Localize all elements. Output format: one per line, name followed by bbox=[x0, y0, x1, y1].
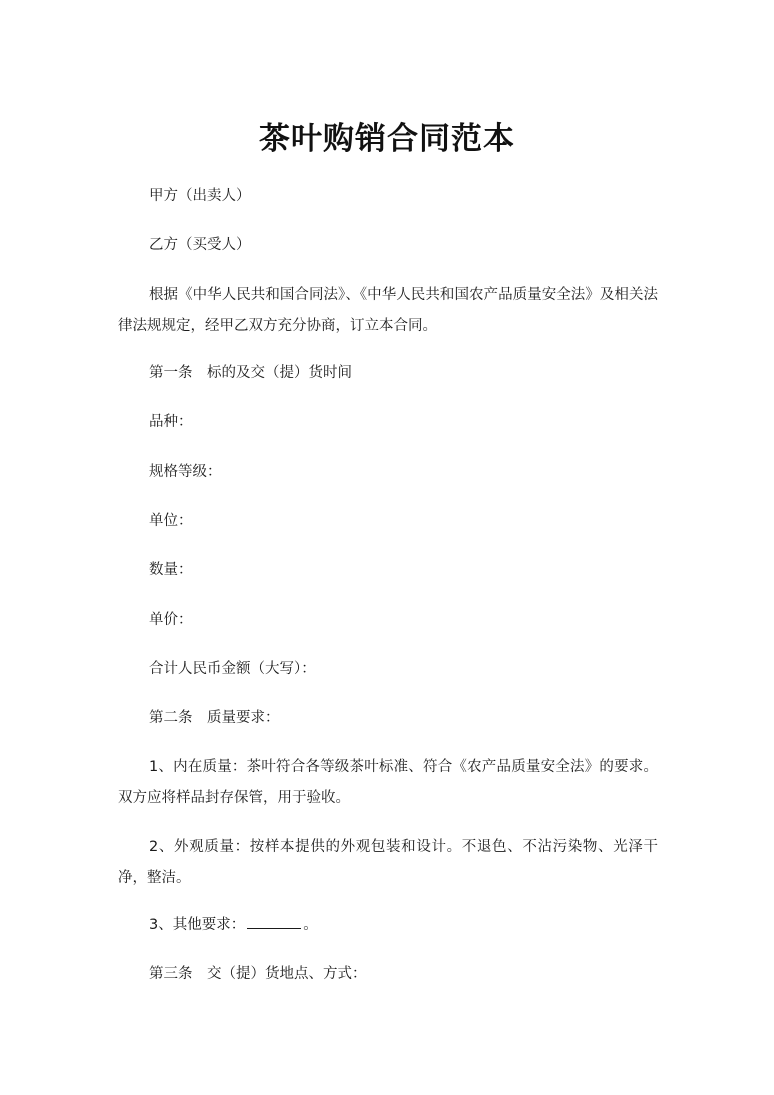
article-3-heading: 第三条 交（提）货地点、方式： bbox=[149, 966, 367, 982]
requirement-3-label: 3、其他要求： bbox=[149, 917, 246, 933]
requirement-2-paragraph: 2、外观质量：按样本提供的外观包装和设计。不退色、不沾污染物、光泽干净，整洁。 bbox=[118, 839, 658, 886]
price-line: 单价： bbox=[149, 612, 193, 628]
party-b-line: 乙方（买受人） bbox=[149, 237, 251, 253]
spec-line: 规格等级： bbox=[149, 464, 222, 480]
total-line: 合计人民币金额（大写）： bbox=[149, 661, 316, 677]
requirement-3-blank bbox=[247, 916, 301, 929]
requirement-3-line bbox=[118, 910, 658, 941]
requirement-1-paragraph: 1、内在质量：茶叶符合各等级茶叶标准、符合《农产品质量安全法》的要求。双方应将样品封存保管，用于验收。 bbox=[118, 759, 658, 806]
article-1-heading: 第一条 标的及交（提）货时间 bbox=[149, 365, 352, 381]
party-a-line: 甲方（出卖人） bbox=[149, 188, 251, 204]
intro-paragraph: 根据《中华人民共和国合同法》、《中华人民共和国农产品质量安全法》及相关法律法规规定，经甲乙双方充分协商，订立本合同。 bbox=[118, 287, 658, 334]
quantity-line: 数量： bbox=[149, 562, 193, 578]
unit-line: 单位： bbox=[149, 513, 193, 529]
document-title: 茶叶购销合同范本 bbox=[259, 121, 515, 157]
variety-line: 品种： bbox=[149, 414, 193, 430]
article-2-heading: 第二条 质量要求： bbox=[149, 710, 280, 726]
requirement-3-end: 。 bbox=[303, 917, 318, 933]
